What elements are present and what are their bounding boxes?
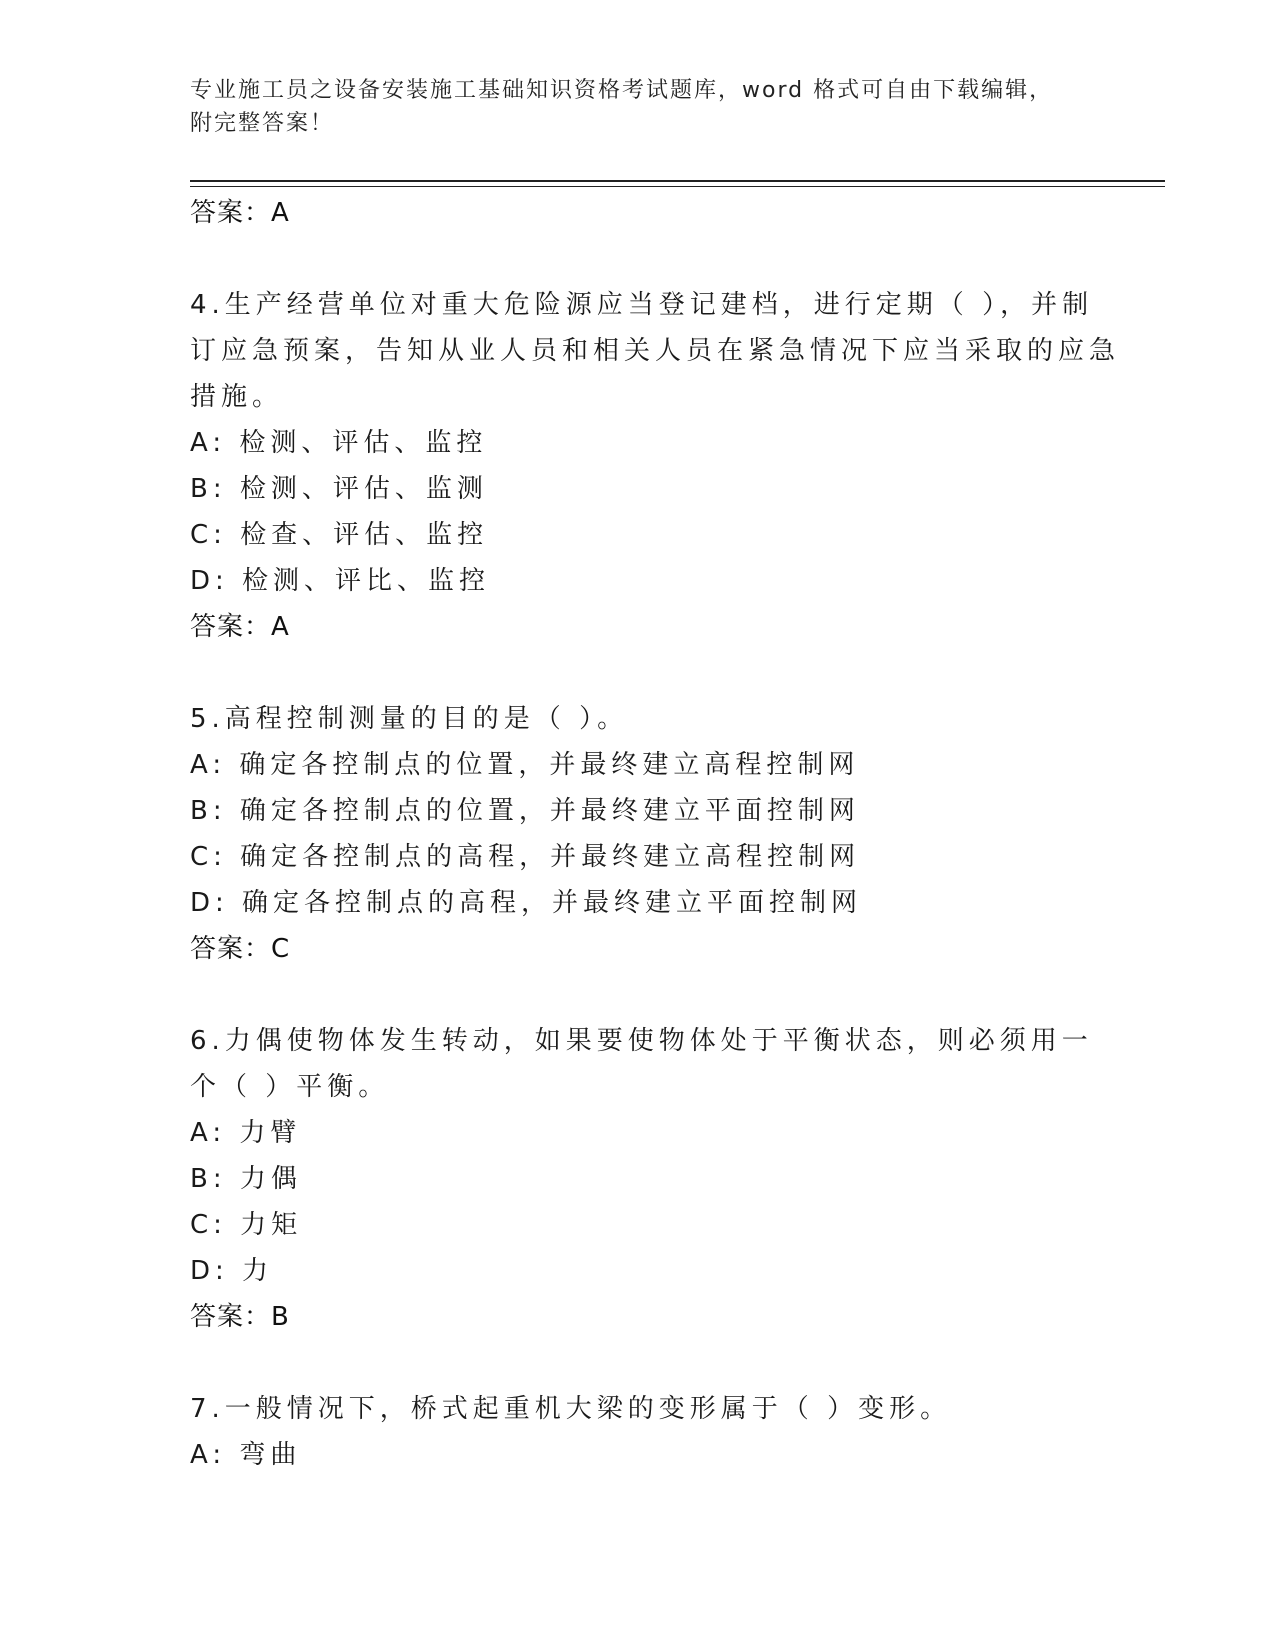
question-6-option-a: A: 力臂 xyxy=(190,1118,302,1148)
question-block-7 xyxy=(190,1386,1120,1478)
answer-3: 答案：A xyxy=(190,198,290,228)
question-7-text: 7.一般情况下，桥式起重机大梁的变形属于（ ）变形。 xyxy=(190,1394,952,1424)
question-4-option-a: A: 检测、评估、监控 xyxy=(190,428,488,458)
question-6-option-b: B: 力偶 xyxy=(190,1164,302,1194)
answer-5: 答案：C xyxy=(190,934,291,964)
question-5-option-b: B: 确定各控制点的位置，并最终建立平面控制网 xyxy=(190,796,860,826)
question-5-option-a: A: 确定各控制点的位置，并最终建立高程控制网 xyxy=(190,750,860,780)
question-block-4 xyxy=(190,282,1120,650)
header-divider xyxy=(190,180,1165,187)
question-block-5 xyxy=(190,696,1120,972)
header-line-2: 附完整答案！ xyxy=(190,111,335,136)
question-4-option-d: D: 检测、评比、监控 xyxy=(190,566,491,596)
question-4-option-c: C: 检查、评估、监控 xyxy=(190,520,489,550)
question-4-text: 4.生产经营单位对重大危险源应当登记建档，进行定期（ ），并制订应急预案，告知从业人员和相关人员在紧急情况下应当采取的应急措施。 xyxy=(190,290,1121,412)
question-list xyxy=(190,190,1120,1478)
header-line-1: 专业施工员之设备安装施工基础知识资格考试题库，word 格式可自由下载编辑， xyxy=(190,78,1054,103)
question-7-option-a: A: 弯曲 xyxy=(190,1440,302,1470)
question-6-option-d: D: 力 xyxy=(190,1256,274,1286)
answer-4: 答案：A xyxy=(190,612,290,642)
question-5-option-c: C: 确定各控制点的高程，并最终建立高程控制网 xyxy=(190,842,861,872)
question-6-text: 6.力偶使物体发生转动，如果要使物体处于平衡状态，则必须用一个（ ）平衡。 xyxy=(190,1026,1093,1102)
question-4-option-b: B: 检测、评估、监测 xyxy=(190,474,488,504)
question-block-6 xyxy=(190,1018,1120,1340)
question-5-option-d: D: 确定各控制点的高程，并最终建立平面控制网 xyxy=(190,888,863,918)
question-6-option-c: C: 力矩 xyxy=(190,1210,303,1240)
question-5-text: 5.高程控制测量的目的是（ ）。 xyxy=(190,704,629,734)
page-header xyxy=(190,74,1070,140)
answer-6: 答案：B xyxy=(190,1302,290,1332)
